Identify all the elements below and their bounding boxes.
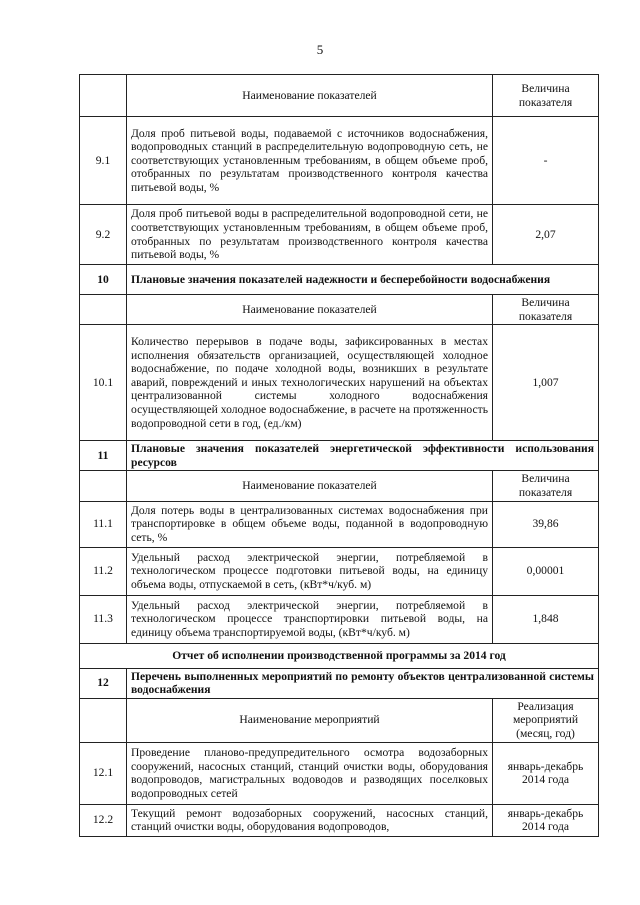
row-number: 9.1	[80, 117, 127, 205]
row-number: 11.1	[80, 501, 127, 547]
table-row	[80, 742, 599, 804]
row-text: Удельный расход электрической энергии, потребляемой в технологическом процессе транспортировки питьевой воды, на единицу объема транспортируемой воды, (кВт*ч/куб. м)	[127, 595, 493, 643]
section-number: 11	[80, 441, 127, 471]
section-row	[80, 265, 599, 295]
header-name-cell: Наименование показателей	[127, 295, 493, 325]
table-header-row	[80, 471, 599, 501]
row-value: 1,007	[493, 325, 599, 441]
section-title: Плановые значения показателей надежности и бесперебойности водоснабжения	[127, 265, 599, 295]
row-number: 11.3	[80, 595, 127, 643]
report-title-row	[80, 643, 599, 668]
row-number: 9.2	[80, 205, 127, 265]
row-number: 10.1	[80, 325, 127, 441]
indicators-table	[79, 74, 599, 837]
section-number: 12	[80, 668, 127, 698]
table-row	[80, 547, 599, 595]
table-header-row	[80, 698, 599, 742]
row-number: 12.1	[80, 742, 127, 804]
table-row	[80, 117, 599, 205]
row-text: Доля проб питьевой воды, подаваемой с источников водоснабжения, водопроводных станций в распределительную водопроводную сеть, не соответствующих установленным требованиям, в общем объеме проб, отобранных по результатам производственного контроля качества питьевой воды, %	[127, 117, 493, 205]
header-value-cell: Реализация мероприятий (месяц, год)	[493, 698, 599, 742]
table-row	[80, 595, 599, 643]
row-number: 11.2	[80, 547, 127, 595]
table-row	[80, 804, 599, 836]
section-row	[80, 668, 599, 698]
row-number: 12.2	[80, 804, 127, 836]
header-num-cell	[80, 75, 127, 117]
row-text: Удельный расход электрической энергии, потребляемой в технологическом процессе подготовки питьевой воды, на единицу объема воды, отпускаемой в сеть, (кВт*ч/куб. м)	[127, 547, 493, 595]
header-name-cell: Наименование показателей	[127, 471, 493, 501]
section-row	[80, 441, 599, 471]
row-value: 1,848	[493, 595, 599, 643]
header-value-cell: Величина показателя	[493, 75, 599, 117]
row-text: Доля проб питьевой воды в распределительной водопроводной сети, не соответствующих установленным требованиям, в общем объеме проб, отобранных по результатам производственного контроля качества питьевой воды, %	[127, 205, 493, 265]
table-row	[80, 501, 599, 547]
row-value: январь-декабрь 2014 года	[493, 742, 599, 804]
header-name-cell: Наименование мероприятий	[127, 698, 493, 742]
table-header-row	[80, 295, 599, 325]
row-value: январь-декабрь 2014 года	[493, 804, 599, 836]
row-text: Проведение планово-предупредительного осмотра водозаборных сооружений, насосных станций, станций очистки воды, оборудования водопроводов, магистральных водоводов и разводящих поселковых водопроводных сетей	[127, 742, 493, 804]
row-value: -	[493, 117, 599, 205]
table-row	[80, 325, 599, 441]
section-title: Перечень выполненных мероприятий по ремонту объектов централизованной системы водоснабжения	[127, 668, 599, 698]
report-title: Отчет об исполнении производственной программы за 2014 год	[80, 643, 599, 668]
header-num-cell	[80, 471, 127, 501]
section-number: 10	[80, 265, 127, 295]
header-name-cell: Наименование показателей	[127, 75, 493, 117]
row-value: 2,07	[493, 205, 599, 265]
header-value-cell: Величина показателя	[493, 471, 599, 501]
header-num-cell	[80, 698, 127, 742]
header-num-cell	[80, 295, 127, 325]
section-title: Плановые значения показателей энергетической эффективности использования ресурсов	[127, 441, 599, 471]
header-value-cell: Величина показателя	[493, 295, 599, 325]
page-number: 5	[316, 42, 324, 57]
row-value: 39,86	[493, 501, 599, 547]
row-value: 0,00001	[493, 547, 599, 595]
row-text: Доля потерь воды в централизованных системах водоснабжения при транспортировке в общем объеме воды, поданной в водопроводную сеть, %	[127, 501, 493, 547]
row-text: Количество перерывов в подаче воды, зафиксированных в местах исполнения обязательств организацией, осуществляющей холодное водоснабжение, по подаче холодной воды, возникших в результате аварий, повреждений и иных технологических нарушений на объектах централизованной системы холодного водоснабжения осуществляющей холодное водоснабжение, в расчете на протяженность водопроводной сети в год, (ед./км)	[127, 325, 493, 441]
table-row	[80, 205, 599, 265]
table-header-row	[80, 75, 599, 117]
row-text: Текущий ремонт водозаборных сооружений, насосных станций, станций очистки воды, оборудования водопроводов,	[127, 804, 493, 836]
